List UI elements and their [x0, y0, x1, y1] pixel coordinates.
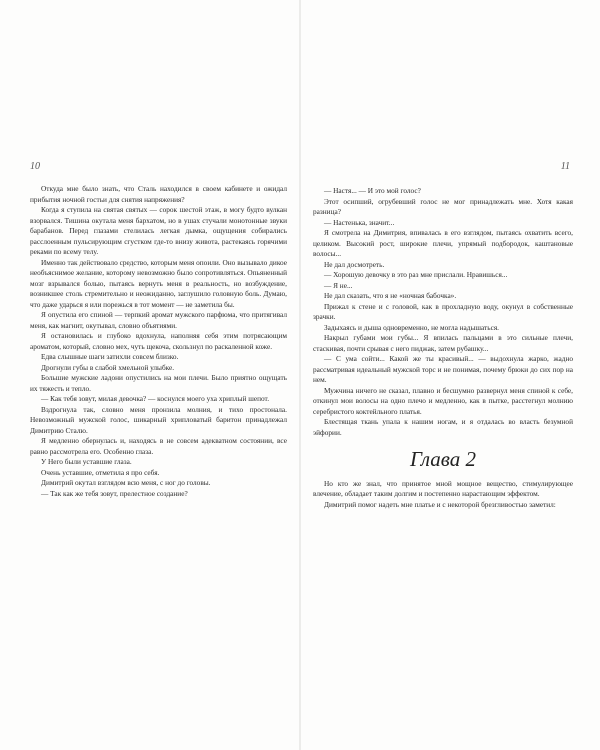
- paragraph: Я медленно обернулась и, находясь в не совсем адекватном состоянии, все равно рассмотрела его. Особенно глаза.: [30, 436, 287, 456]
- paragraph: Блестящая ткань упала к нашим ногам, и я отдалась во власть безумной эйфории.: [313, 417, 573, 437]
- paragraph: Когда я ступила на святая святых — сорок шестой этаж, в могу будто вулкан взорвался. Тишина окутала меня бархатом, но в ушах стучали монотонные звуки барабанов. Перед глазами стелилась легкая дымка, ощущения собирались расслоенным пульсирующим сгустком где-то внизу живота, растекаясь горячими реками по всему телу.: [30, 205, 287, 256]
- paragraph: Накрыл губами мои губы... Я впилась пальцами в это сильные плечи, стаскивая, почти срывая с него пиджак, затем рубашку...: [313, 333, 573, 353]
- paragraph: Вздрогнула так, словно меня пронзила молния, и тихо простонала. Невозможный мужской голос, шикарный хрипловатый баритон принадлежал Димитрию Сталю.: [30, 404, 287, 435]
- paragraph: Димитрий помог надеть мне платье и с некоторой брезгливостью заметил:: [324, 499, 556, 509]
- paragraph: — Настя... — И это мой голос?: [324, 186, 421, 195]
- paragraph: Откуда мне было знать, что Сталь находился в своем кабинете и ожидал прибытия ночной гостьи для снятия напряжения?: [30, 184, 287, 204]
- right-page-number: 11: [560, 161, 570, 172]
- chapter-title: Глава 2: [410, 447, 476, 471]
- left-page-number: 10: [30, 161, 40, 172]
- paragraph: Мужчина ничего не сказал, плавно и бесшумно развернул меня спиной к себе, откинул мои волосы на одно плечо и медленно, как в пытке, расстегнул молнию серебристого коктейльного платья.: [313, 385, 573, 416]
- paragraph: — Настенька, значит...: [324, 217, 395, 227]
- left-page: [0, 0, 299, 750]
- paragraph: — Как тебя зовут, милая девочка? — коснулся моего уха хриплый шепот.: [41, 394, 270, 403]
- paragraph: — Так как же тебя зовут, прелестное создание?: [41, 488, 188, 498]
- paragraph: Этот осипший, огрубевший голос не мог принадлежать мне. Хотя какая разница?: [313, 196, 573, 216]
- paragraph: Прижал к стене и с головой, как в прохладную воду, окунул в собственные зрачки.: [313, 301, 573, 321]
- paragraph: Очень уставшие, отметила я про себя.: [41, 467, 160, 477]
- paragraph: Но кто же знал, что принятое мной мощное вещество, стимулирующее влечение, обладает таким долгим и постепенно нарастающим эффектом.: [313, 478, 573, 498]
- paragraph: Дрогнули губы в слабой хмельной улыбке.: [41, 362, 175, 372]
- paragraph: Задыхаясь и дыша одновременно, не могла надышаться.: [324, 322, 499, 332]
- paragraph: Не дал досмотреть.: [324, 259, 385, 269]
- paragraph: Именно так действовало средство, которым меня опоили. Оно вызывало дикое необъяснимое желание, которому невозможно было сопротивляться. Опьяненный мозг взрывался болью, пытаясь вернуть меня в реальность, но возбуждение, возникшее столь стремительно и неожиданно, заглушило головную боль. Думаю, что даже ударься я или порежься в тот момент — не заметила бы.: [30, 257, 287, 309]
- paragraph: Я смотрела на Димитрия, впивалась в его взглядом, пытаясь охватить всего, целиком. Высокий рост, широкие плечи, упрямый подбородок, каштановые волосы...: [313, 228, 573, 258]
- paragraph: Я остановилась и глубоко вдохнула, наполняя себя этим потрясающим ароматом, который, словно мех, чуть щекоча, скользнул по раскаленной коже.: [30, 331, 287, 351]
- paragraph: Едва слышные шаги затихли совсем близко.: [41, 352, 179, 361]
- paragraph: — Хорошую девочку в это раз мне прислали. Нравишься...: [324, 270, 508, 279]
- paragraph: — С ума сойти... Какой же ты красивый... — выдохнула жарко, жадно рассматривая идеальный мужской торс и не понимая, почему брюки до сих пор на нем.: [313, 354, 573, 384]
- left-page-text: [30, 184, 287, 499]
- paragraph: Не дал сказать, что я не «ночная бабочка».: [324, 291, 457, 300]
- right-page: [301, 0, 600, 750]
- right-page-text: [313, 186, 573, 510]
- paragraph: Димитрий окутал взглядом всю меня, с ног до головы.: [41, 478, 211, 487]
- paragraph: Большие мужские ладони опустились на мои плечи. Было приятно ощущать их тяжесть и тепло.: [30, 373, 287, 393]
- paragraph: — Я не...: [324, 280, 353, 290]
- paragraph: У Него были уставшие глаза.: [41, 457, 132, 466]
- paragraph: Я опустила его спиной — терпкий аромат мужского парфюма, что притягивал меня, как магнит, окутывал, словно объятиями.: [30, 310, 287, 330]
